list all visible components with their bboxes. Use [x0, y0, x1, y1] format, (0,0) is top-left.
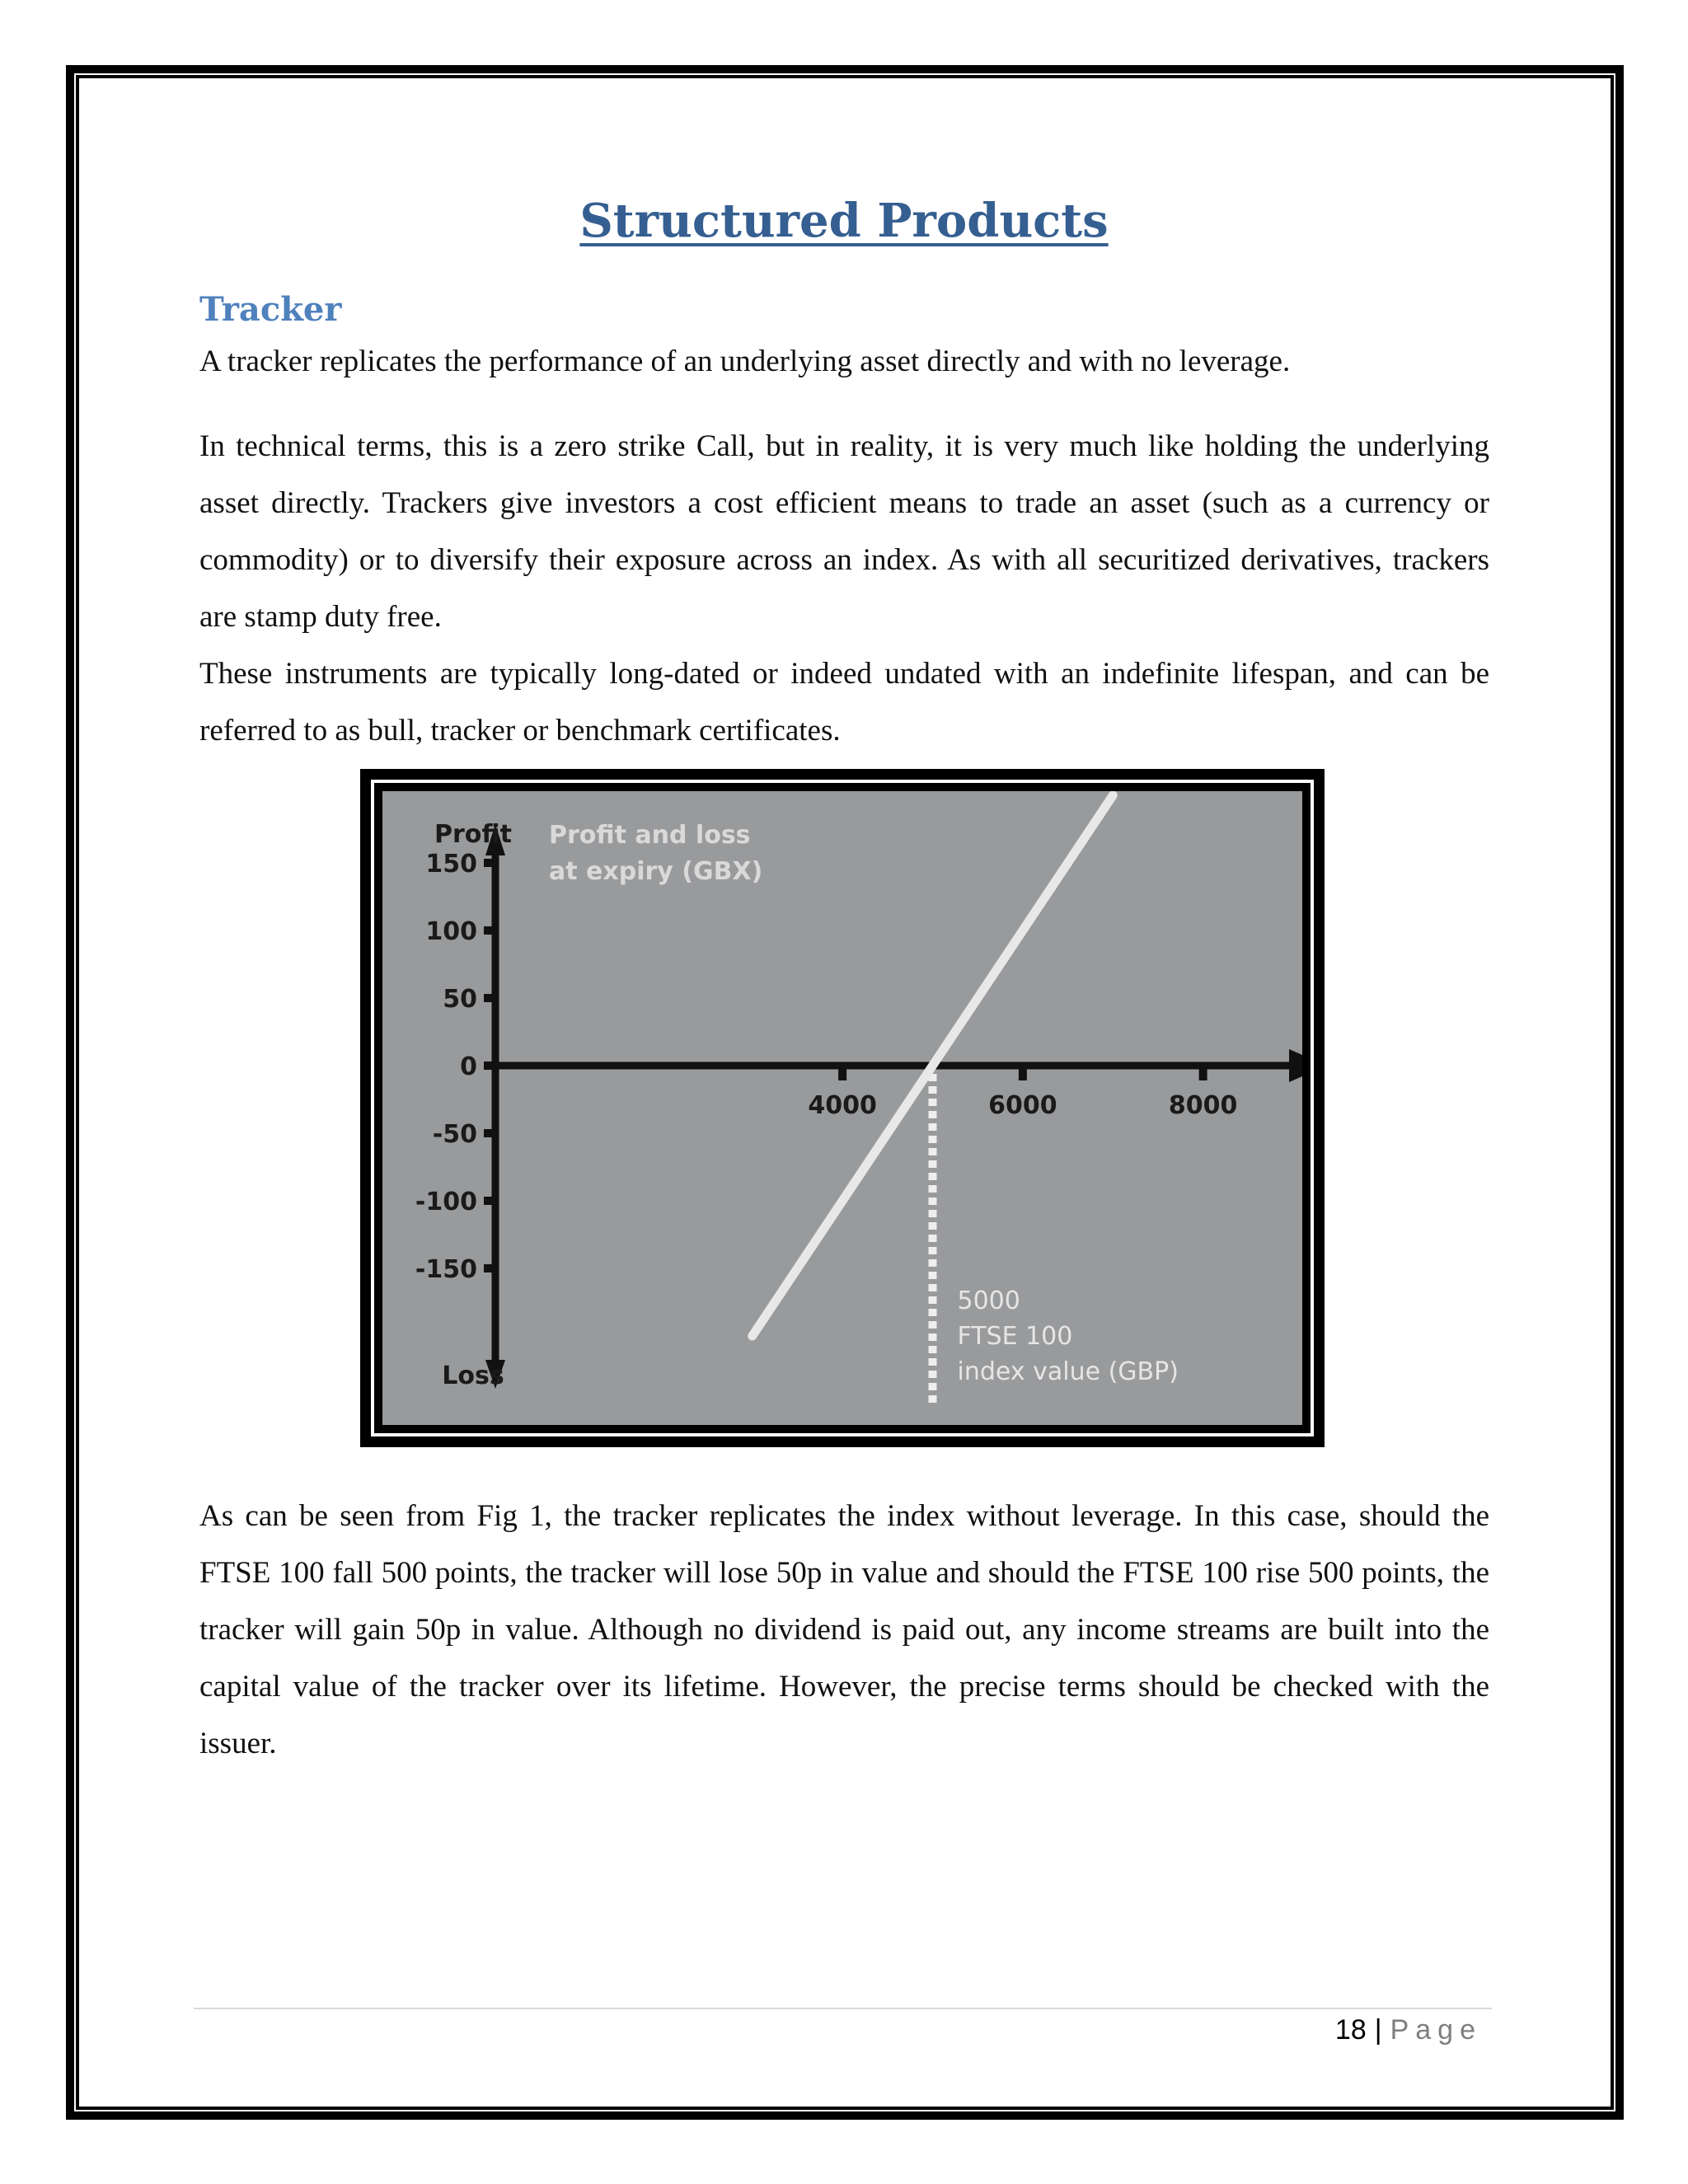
- x-tick-mark: [838, 1069, 846, 1080]
- y-tick-label: 100: [425, 917, 477, 946]
- strike-annotation-line: FTSE 100: [957, 1322, 1073, 1351]
- footer-page-indicator: [1335, 2014, 1482, 2046]
- paragraph-intro: A tracker replicates the performance of an underlying asset directly and with no leverage.: [199, 344, 1291, 378]
- strike-annotation-line: 5000: [957, 1286, 1020, 1315]
- page-word: Page: [1390, 2014, 1482, 2046]
- figure-1-frame: [371, 780, 1314, 1436]
- profit-loss-chart-svg: [382, 791, 1302, 1425]
- y-tick-mark: [484, 1197, 494, 1205]
- paragraph-technical: In technical terms, this is a zero strike Call, but in reality, it is very much like holding the underlying asset directly. Trackers give investors a cost efficient means to trade an asset (such as a currency or commodity) or to diversify their exposure across an index. As with all securitized derivatives, trackers are stamp duty free.: [199, 429, 1489, 634]
- y-tick-label: -150: [415, 1255, 477, 1284]
- y-tick-label: 150: [425, 850, 477, 879]
- chart-title-line: at expiry (GBX): [549, 857, 763, 886]
- footer-divider: [194, 2008, 1492, 2009]
- paragraph-lifespan: These instruments are typically long-dated or indeed undated with an indefinite lifespan, and can be referred to as bull, tracker or benchmark certificates.: [199, 657, 1489, 748]
- y-tick-label: 0: [460, 1052, 477, 1081]
- y-tick-label: -100: [415, 1188, 477, 1216]
- page-number: 18: [1334, 2014, 1367, 2046]
- x-tick-label: 4000: [808, 1091, 877, 1120]
- x-axis-arrow: [1289, 1049, 1302, 1082]
- x-tick-label: 6000: [988, 1091, 1057, 1120]
- y-tick-mark: [484, 1129, 494, 1137]
- y-tick-mark: [484, 994, 494, 1002]
- section-heading-tracker: Tracker: [199, 290, 342, 329]
- y-tick-label: 50: [443, 985, 477, 1014]
- x-tick-mark: [1019, 1069, 1027, 1080]
- y-tick-mark: [484, 1264, 494, 1272]
- strike-annotation-line: index value (GBP): [957, 1357, 1179, 1386]
- x-tick-label: 8000: [1168, 1091, 1238, 1120]
- y-tick-label: -50: [432, 1120, 477, 1149]
- y-tick-mark: [484, 1062, 494, 1070]
- profit-loss-chart: [382, 791, 1302, 1425]
- y-axis-loss-label: Loss: [442, 1361, 504, 1390]
- y-axis-profit-label: Profit: [434, 820, 512, 849]
- paragraph-fig1-explanation: As can be seen from Fig 1, the tracker replicates the index without leverage. In this case, should the FTSE 100 fall 500 points, the tracker will lose 50p in value and should the FTSE 100 rise 500 points, the tracker will gain 50p in value. Although no dividend is paid out, any income streams are built into the capital value of the tracker over its lifetime. However, the precise terms should be checked with the issuer.: [199, 1499, 1489, 1760]
- footer-separator: |: [1374, 2014, 1382, 2046]
- page-title: Structured Products: [579, 194, 1109, 248]
- y-tick-mark: [484, 859, 494, 867]
- x-tick-mark: [1199, 1069, 1207, 1080]
- y-tick-mark: [484, 926, 494, 935]
- figure-1: [360, 769, 1325, 1447]
- chart-title-line: Profit and loss: [549, 821, 751, 850]
